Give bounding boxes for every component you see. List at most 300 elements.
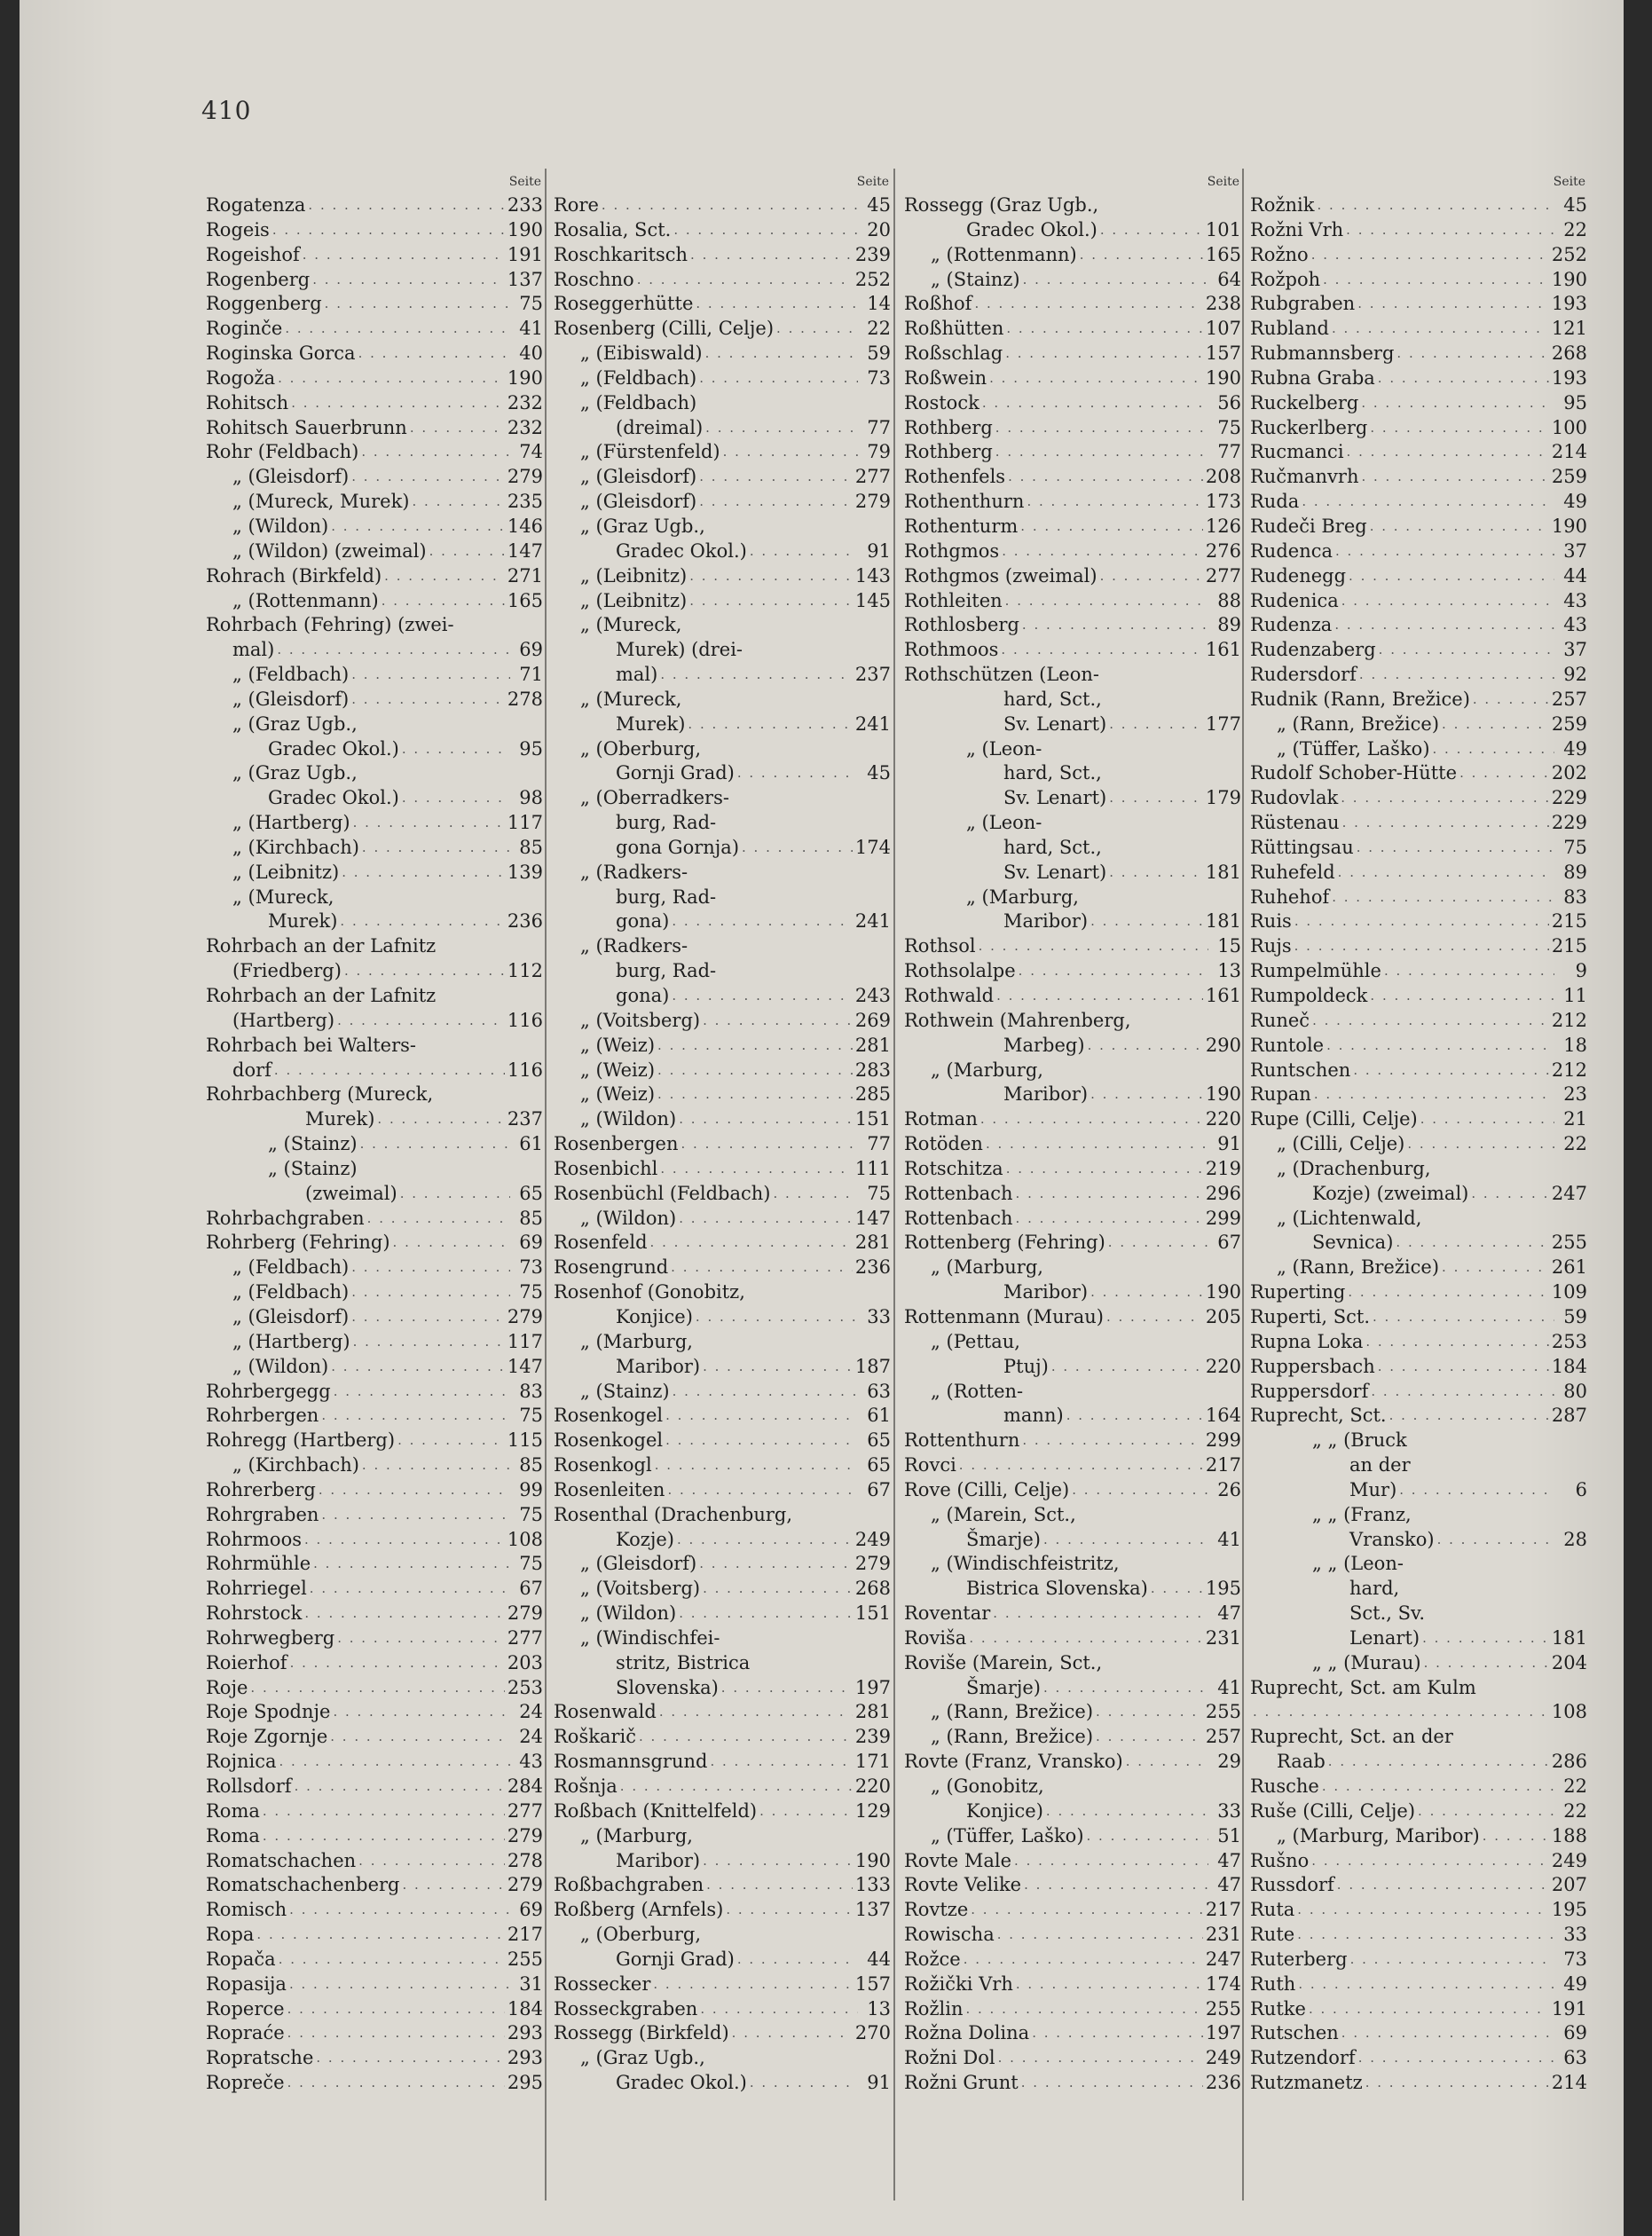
page-ref: 33: [867, 1305, 891, 1327]
entry-name: Ruckerlberg: [1250, 416, 1368, 438]
index-entry: [554, 589, 891, 614]
page-ref: 89: [1217, 614, 1241, 636]
entry-name: „ (Gleisdorf): [232, 1305, 350, 1327]
dot-leader: [1442, 713, 1549, 737]
page-ref: 75: [519, 1281, 543, 1303]
page-ref: 83: [519, 1380, 543, 1402]
page-ref: 219: [1205, 1157, 1241, 1179]
page-ref: 73: [1563, 1948, 1587, 1970]
index-entry: [206, 1750, 543, 1775]
index-entry: [206, 1972, 543, 1997]
entry-name: Vransko): [1349, 1528, 1435, 1550]
dot-leader: [1312, 1009, 1549, 1034]
dot-leader: [677, 1528, 853, 1553]
dot-leader: [351, 688, 505, 713]
page-ref: 23: [1563, 1083, 1587, 1106]
entry-name: Mur): [1349, 1478, 1397, 1500]
entry-name: Ruppersbach: [1250, 1355, 1375, 1377]
index-entry: [1250, 1651, 1587, 1676]
page-ref: 108: [1551, 1701, 1587, 1723]
entry-name: Rožce: [904, 1948, 961, 1970]
page-ref: 190: [1205, 1083, 1241, 1106]
entry-name: Lenart): [1349, 1626, 1420, 1649]
entry-name: mal): [232, 639, 275, 661]
index-entry: [554, 2071, 891, 2096]
entry-name: Rohrstock: [206, 1602, 303, 1625]
dot-leader: [1022, 1429, 1203, 1453]
index-entry: [1250, 268, 1587, 293]
dot-leader: [334, 1380, 510, 1405]
entry-name: Roggenberg: [206, 293, 322, 315]
index-entry: [904, 440, 1241, 465]
entry-name: Rothenfels: [904, 466, 1006, 488]
dot-leader: [1357, 836, 1554, 861]
page-ref: 146: [507, 515, 543, 537]
dot-leader: [776, 317, 858, 342]
index-entry: [904, 1503, 1241, 1528]
page-ref: 285: [854, 1083, 891, 1106]
dot-leader: [969, 1626, 1203, 1651]
page-ref: 137: [854, 1899, 891, 1921]
page-ref: 177: [1205, 713, 1241, 735]
page-ref: 75: [519, 1553, 543, 1575]
index-entry: [1250, 1256, 1587, 1280]
index-entry: [206, 1775, 543, 1799]
index-entry: [206, 2021, 543, 2046]
dot-leader: [287, 2021, 505, 2046]
page-ref: 257: [1551, 688, 1587, 710]
page-ref: 69: [519, 1232, 543, 1254]
entry-name: „ (Mureck, Murek): [232, 491, 410, 513]
dot-leader: [272, 218, 505, 243]
index-entry: [206, 1552, 543, 1577]
page-ref: 261: [1551, 1256, 1587, 1279]
index-entry: [554, 1997, 891, 2022]
dot-leader: [665, 1429, 858, 1453]
page-ref: 91: [867, 539, 891, 562]
dot-leader: [1072, 1478, 1208, 1503]
dot-leader: [673, 218, 858, 243]
page-ref: 202: [1551, 762, 1587, 784]
index-entries: [904, 193, 1241, 2096]
page-ref: 281: [854, 1701, 891, 1723]
index-entry: [1250, 1799, 1587, 1824]
page-ref: 215: [1551, 910, 1587, 933]
index-entry: [206, 218, 543, 243]
dot-leader: [982, 391, 1208, 416]
entry-name: Rovte Male: [904, 1849, 1012, 1871]
index-entry: [1250, 761, 1587, 786]
page-ref: 276: [1205, 539, 1241, 562]
entry-name: Ptuj): [1003, 1355, 1049, 1377]
index-entry: [206, 1626, 543, 1651]
entry-name: Rožni Dol: [904, 2047, 995, 2069]
entry-name: Runeč: [1250, 1009, 1310, 1031]
entry-name: Rogoža: [206, 366, 276, 389]
index-entry: [904, 613, 1241, 638]
index-entry: [554, 342, 891, 366]
dot-leader: [1396, 1231, 1549, 1256]
dot-leader: [699, 465, 853, 490]
dot-leader: [723, 440, 858, 465]
index-entry: [554, 1775, 891, 1799]
index-entry: [554, 465, 891, 490]
entry-name: Gornji Grad): [616, 1948, 735, 1970]
entry-name: „ (Wildon): [232, 515, 329, 537]
page-ref: 217: [507, 1924, 543, 1946]
dot-leader: [403, 1873, 505, 1898]
entry-name: Ruperti, Sct.: [1250, 1305, 1371, 1327]
index-entry: [904, 564, 1241, 589]
page-ref: 238: [1205, 293, 1241, 315]
entry-name: „ „ (Franz,: [1312, 1503, 1412, 1525]
dot-leader: [331, 1355, 505, 1380]
entry-name: Murek) (drei-: [616, 639, 743, 661]
index-entry: [554, 416, 891, 441]
entry-name: Rosenwald: [554, 1701, 657, 1723]
page-ref: 13: [1217, 960, 1241, 982]
dot-leader: [1373, 1305, 1554, 1330]
index-entry: [904, 959, 1241, 984]
index-entry: [554, 1429, 891, 1453]
dot-leader: [1014, 1849, 1208, 1874]
index-entries: [206, 193, 543, 2096]
dot-leader: [653, 1972, 853, 1997]
page-ref: 15: [1217, 935, 1241, 957]
dot-leader: [699, 1552, 853, 1577]
index-entry: [1250, 1207, 1587, 1232]
page-ref: 277: [507, 1799, 543, 1822]
index-entry: [1250, 1503, 1587, 1528]
dot-leader: [699, 366, 858, 391]
page-ref: 21: [1563, 1108, 1587, 1130]
page-ref: 197: [854, 1676, 891, 1698]
page-ref: 71: [519, 664, 543, 686]
index-entry: [1250, 1626, 1587, 1651]
page-ref: 109: [1551, 1281, 1587, 1303]
dot-leader: [1253, 1700, 1549, 1725]
page-ref: 20: [867, 218, 891, 240]
dot-leader: [1396, 342, 1549, 366]
page-ref: 75: [519, 293, 543, 315]
page-ref: 43: [519, 1751, 543, 1773]
page-ref: 157: [1205, 342, 1241, 365]
dot-leader: [726, 1898, 853, 1923]
index-entry: [554, 761, 891, 786]
index-entry: [904, 391, 1241, 416]
page-ref: 112: [507, 960, 543, 982]
page-ref: 117: [507, 1330, 543, 1352]
entry-name: „ (Tüffer, Laško): [931, 1824, 1084, 1846]
page-ref: 137: [507, 268, 543, 290]
index-entry: [1250, 1132, 1587, 1157]
dot-leader: [689, 564, 853, 589]
page-ref: 247: [1551, 1182, 1587, 1204]
dot-leader: [1311, 1849, 1549, 1874]
page-ref: 74: [519, 441, 543, 463]
index-entry: [904, 1651, 1241, 1676]
page-ref: 59: [867, 342, 891, 365]
dot-leader: [1126, 1750, 1208, 1775]
dot-leader: [671, 1256, 853, 1280]
index-entry: [904, 1107, 1241, 1132]
index-entry: [1250, 934, 1587, 959]
page-ref: 279: [854, 491, 891, 513]
entry-name: Ruprecht, Sct. an der: [1250, 1726, 1453, 1748]
index-entry: [206, 1873, 543, 1898]
page-ref: 80: [1563, 1380, 1587, 1402]
page-ref: 116: [507, 1009, 543, 1031]
page-ref: 217: [1205, 1899, 1241, 1921]
dot-leader: [1021, 2071, 1203, 2096]
entry-name: Rohr (Feldbach): [206, 441, 359, 463]
entry-name: Rothwald: [904, 985, 995, 1006]
index-entry: [554, 1503, 891, 1528]
index-entry: [554, 811, 891, 836]
page-ref: 157: [854, 1972, 891, 1995]
page-ref: 287: [1551, 1405, 1587, 1427]
entry-name: Rüstenau: [1250, 812, 1340, 834]
page-ref: 299: [1205, 1207, 1241, 1229]
index-entry: [206, 861, 543, 886]
index-entry: [904, 811, 1241, 836]
entry-name: Romatschachenberg: [206, 1874, 400, 1896]
entry-name: Rothgmos: [904, 539, 1000, 562]
page-ref: 85: [519, 1207, 543, 1229]
index-entry: [554, 1577, 891, 1602]
index-entry: [1250, 2071, 1587, 2096]
page-ref: 279: [507, 1824, 543, 1846]
dot-leader: [637, 268, 853, 293]
page-ref: 133: [854, 1874, 891, 1896]
dot-leader: [1370, 984, 1554, 1009]
page-ref: 88: [1217, 589, 1241, 611]
index-entry: [206, 909, 543, 934]
entry-name: Rossegg (Birkfeld): [554, 2022, 729, 2044]
dot-leader: [657, 1034, 853, 1059]
dot-leader: [750, 539, 858, 564]
page-ref: 151: [854, 1602, 891, 1625]
page-ref: 173: [1205, 491, 1241, 513]
page-ref: 269: [854, 1009, 891, 1031]
entry-name: „ (Stainz): [931, 268, 1020, 290]
entry-name: Ručmanvrh: [1250, 466, 1359, 488]
index-entry: [1250, 218, 1587, 243]
index-entry: [206, 292, 543, 317]
entry-name: Rothschützen (Leon-: [904, 664, 1099, 686]
index-entry: [904, 1231, 1241, 1256]
dot-leader: [1361, 465, 1548, 490]
index-entry: [554, 1799, 891, 1824]
entry-name: Gornji Grad): [616, 762, 735, 784]
dot-leader: [1370, 515, 1549, 539]
dot-leader: [700, 1997, 858, 2022]
page-ref: 37: [1563, 539, 1587, 562]
index-entry: [206, 193, 543, 218]
index-entry: [554, 1157, 891, 1182]
dot-leader: [1378, 1355, 1549, 1380]
index-column-4: [1250, 174, 1587, 2096]
index-entry: [904, 1059, 1241, 1083]
entry-name: Rovte (Franz, Vransko): [904, 1751, 1123, 1773]
entry-name: Ropratsche: [206, 2047, 314, 2069]
entry-name: Rožni Grunt: [904, 2072, 1019, 2094]
index-entry: [904, 1528, 1241, 1553]
page-ref: 67: [1217, 1232, 1241, 1254]
dot-leader: [655, 1453, 858, 1478]
page-ref: 279: [507, 1874, 543, 1896]
page-ref: 293: [507, 2022, 543, 2044]
entry-name: Rottenbach: [904, 1182, 1013, 1204]
index-entry: [554, 1231, 891, 1256]
dot-leader: [1022, 613, 1208, 638]
page-ref: 49: [1563, 737, 1587, 760]
index-entry: [554, 836, 891, 861]
entry-name: Rojnica: [206, 1751, 277, 1773]
index-entry: [206, 1107, 543, 1132]
index-entry: [206, 1083, 543, 1107]
page-ref: 236: [507, 910, 543, 933]
index-entry: [554, 1478, 891, 1503]
index-entry: [1250, 1478, 1587, 1503]
entry-name: Roventar: [904, 1602, 991, 1625]
dot-leader: [657, 1083, 853, 1107]
index-entry: [904, 193, 1241, 218]
index-entry: [554, 1750, 891, 1775]
dot-leader: [304, 1528, 505, 1553]
page-ref: 24: [519, 1701, 543, 1723]
entry-name: „ (Rann, Brežice): [1277, 1256, 1440, 1279]
dot-leader: [1365, 1330, 1549, 1355]
entry-name: Rubmannsberg: [1250, 342, 1395, 365]
dot-leader: [673, 1380, 858, 1405]
page-ref: 67: [867, 1478, 891, 1500]
entry-name: „ (Marburg,: [580, 1330, 693, 1352]
dot-leader: [1483, 1824, 1549, 1849]
index-entry: [206, 465, 543, 490]
entry-name: Sevnica): [1312, 1232, 1394, 1254]
index-entry: [1250, 1059, 1587, 1083]
dot-leader: [1323, 268, 1549, 293]
page-ref: 232: [507, 416, 543, 438]
index-entry: [554, 1873, 891, 1898]
dot-leader: [737, 1948, 858, 1972]
index-entry: [554, 292, 891, 317]
page-ref: 91: [1217, 1133, 1241, 1155]
page-ref: 290: [1205, 1034, 1241, 1056]
dot-leader: [710, 1750, 852, 1775]
page-ref: 231: [1205, 1924, 1241, 1946]
page-ref: 28: [1563, 1528, 1587, 1550]
entry-name: „ (Weiz): [580, 1034, 656, 1056]
page-ref: 65: [867, 1454, 891, 1476]
dot-leader: [1294, 909, 1549, 934]
page-ref: 241: [854, 713, 891, 735]
dot-leader: [313, 1552, 510, 1577]
entry-name: Sct., Sv.: [1349, 1602, 1426, 1625]
entry-name: „ (Gleisdorf): [232, 688, 350, 710]
entry-name: burg, Rad-: [616, 960, 717, 982]
page-ref: 75: [519, 1503, 543, 1525]
dot-leader: [1459, 761, 1549, 786]
dot-leader: [1006, 1157, 1203, 1182]
entry-name: Slovenska): [616, 1676, 719, 1698]
entry-name: Rothenturm: [904, 515, 1019, 537]
index-entry: [904, 1775, 1241, 1799]
page-ref: 41: [1217, 1528, 1241, 1550]
entry-name: „ (Marburg,: [931, 1059, 1043, 1081]
entry-name: Maribor): [1003, 1281, 1089, 1303]
entry-name: Ruhehof: [1250, 886, 1330, 908]
dot-leader: [657, 1059, 853, 1083]
page-ref: 295: [507, 2072, 543, 2094]
index-column-2: [554, 174, 891, 2096]
page-ref: 236: [1205, 2072, 1241, 2094]
index-entry: [1250, 1107, 1587, 1132]
index-entry: [206, 638, 543, 663]
dot-leader: [1332, 886, 1554, 910]
dot-leader: [1087, 1824, 1208, 1849]
entry-name: Roschkaritsch: [554, 243, 688, 265]
index-entry: [554, 1305, 891, 1330]
index-entry: [1250, 886, 1587, 910]
index-entry: [1250, 663, 1587, 688]
dot-leader: [358, 1849, 505, 1874]
dot-leader: [665, 1404, 858, 1429]
entry-name: „ (Leon-: [966, 737, 1042, 760]
page-ref: 239: [854, 243, 891, 265]
dot-leader: [959, 1453, 1203, 1478]
dot-leader: [998, 2046, 1203, 2071]
page-ref: 115: [507, 1429, 543, 1452]
entry-name: Murek): [616, 713, 686, 735]
entry-name: Rubgraben: [1250, 293, 1356, 315]
dot-leader: [1109, 713, 1203, 737]
dot-leader: [706, 1873, 853, 1898]
entry-name: „ (Kirchbach): [232, 1454, 359, 1476]
dot-leader: [1297, 1923, 1554, 1948]
index-entry: [904, 1207, 1241, 1232]
entry-name: „ (Leon-: [966, 812, 1042, 834]
entry-name: Rosenberg (Cilli, Celje): [554, 318, 775, 340]
page-ref: 22: [1563, 1799, 1587, 1822]
page-ref: 139: [507, 861, 543, 883]
page-ref: 47: [1217, 1602, 1241, 1625]
index-entry: [554, 909, 891, 934]
page-ref: 61: [519, 1133, 543, 1155]
entry-name: „ (Mureck,: [232, 886, 334, 908]
entry-name: Rutzendorf: [1250, 2047, 1356, 2069]
index-entry: [206, 366, 543, 391]
dot-leader: [1314, 1083, 1554, 1107]
entry-name: Romisch: [206, 1899, 287, 1921]
page-ref: 279: [507, 1602, 543, 1625]
page-ref: 253: [507, 1676, 543, 1698]
entry-name: „ (Marburg, Maribor): [1277, 1824, 1480, 1846]
entry-name: Rute: [1250, 1924, 1295, 1946]
index-entry: [554, 1280, 891, 1305]
page-ref: 6: [1575, 1478, 1587, 1500]
dot-leader: [1361, 391, 1554, 416]
dot-leader: [995, 440, 1208, 465]
page-ref: 41: [519, 318, 543, 340]
dot-leader: [679, 1207, 853, 1232]
index-entry: [206, 2071, 543, 2096]
dot-leader: [1080, 243, 1203, 268]
entry-name: „ (Fürstenfeld): [580, 441, 720, 463]
page-ref: 190: [1205, 1281, 1241, 1303]
entry-name: Rohregg (Hartberg): [206, 1429, 396, 1452]
